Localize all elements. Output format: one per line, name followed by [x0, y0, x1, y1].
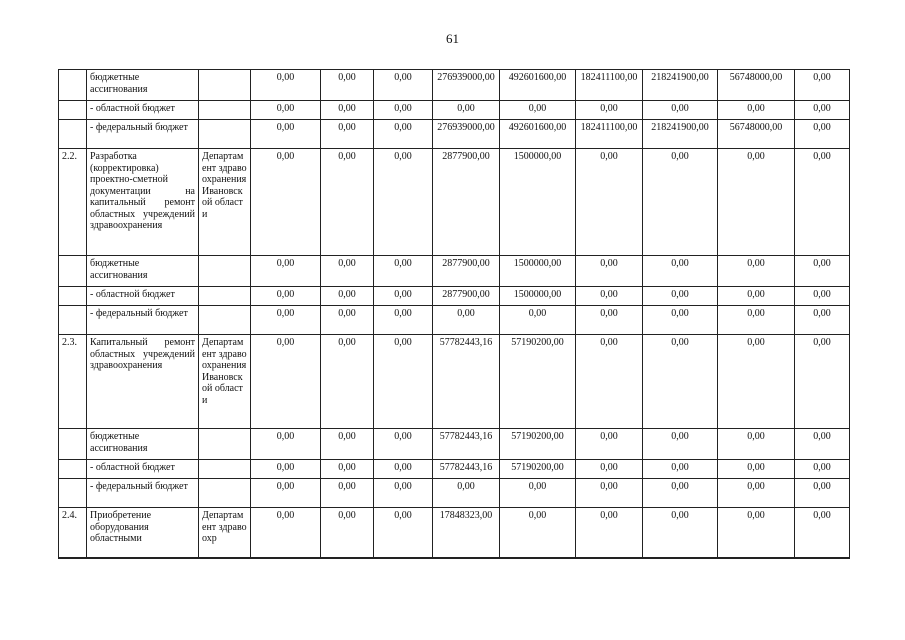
row-number-cell — [59, 460, 87, 479]
row-name-cell: - областной бюджет — [87, 101, 199, 120]
value-cell: 0,00 — [500, 101, 576, 120]
responsible-cell: Департамент здравоохранения Ивановской области — [199, 149, 251, 256]
row-number-cell — [59, 306, 87, 335]
value-cell: 0,00 — [643, 335, 718, 429]
value-cell: 182411100,00 — [576, 120, 643, 149]
value-cell: 0,00 — [643, 101, 718, 120]
responsible-cell — [199, 287, 251, 306]
value-cell: 2877900,00 — [433, 256, 500, 287]
value-cell: 0,00 — [500, 306, 576, 335]
value-cell: 0,00 — [718, 429, 795, 460]
value-cell: 0,00 — [576, 149, 643, 256]
value-cell: 0,00 — [433, 306, 500, 335]
value-cell: 0,00 — [795, 149, 850, 256]
value-cell: 17848323,00 — [433, 508, 500, 558]
value-cell: 0,00 — [718, 479, 795, 508]
value-cell: 276939000,00 — [433, 70, 500, 101]
value-cell: 0,00 — [251, 287, 321, 306]
value-cell: 0,00 — [321, 429, 374, 460]
value-cell: 0,00 — [795, 335, 850, 429]
table-row — [59, 306, 850, 335]
value-cell: 0,00 — [795, 101, 850, 120]
responsible-cell — [199, 101, 251, 120]
value-cell: 57782443,16 — [433, 429, 500, 460]
row-name-cell: бюджетные ассигнования — [87, 70, 199, 101]
row-name-cell: - областной бюджет — [87, 460, 199, 479]
value-cell: 0,00 — [321, 479, 374, 508]
value-cell: 0,00 — [374, 508, 433, 558]
row-number-cell — [59, 479, 87, 508]
value-cell: 0,00 — [251, 460, 321, 479]
value-cell: 57190200,00 — [500, 429, 576, 460]
value-cell: 0,00 — [795, 70, 850, 101]
value-cell: 0,00 — [500, 479, 576, 508]
value-cell: 0,00 — [643, 429, 718, 460]
table-row — [59, 149, 850, 256]
row-name-cell: - областной бюджет — [87, 287, 199, 306]
row-number-cell — [59, 70, 87, 101]
value-cell: 0,00 — [718, 287, 795, 306]
value-cell: 0,00 — [321, 508, 374, 558]
responsible-cell — [199, 429, 251, 460]
value-cell: 0,00 — [718, 335, 795, 429]
table-row — [59, 101, 850, 120]
value-cell: 0,00 — [251, 508, 321, 558]
value-cell: 0,00 — [251, 429, 321, 460]
row-name-cell: бюджетные ассигнования — [87, 429, 199, 460]
value-cell: 0,00 — [321, 120, 374, 149]
row-name-cell: - федеральный бюджет — [87, 479, 199, 508]
value-cell: 56748000,00 — [718, 70, 795, 101]
value-cell: 0,00 — [576, 256, 643, 287]
row-number-cell — [59, 287, 87, 306]
value-cell: 0,00 — [576, 460, 643, 479]
value-cell: 0,00 — [795, 120, 850, 149]
row-name-cell: Разработка (корректировка) проектно-сметной документации на капитальный ремонт областных учреждений здравоохранения — [87, 149, 199, 256]
responsible-cell — [199, 306, 251, 335]
responsible-cell — [199, 479, 251, 508]
value-cell: 218241900,00 — [643, 70, 718, 101]
value-cell: 0,00 — [321, 287, 374, 306]
value-cell: 0,00 — [643, 306, 718, 335]
value-cell: 0,00 — [795, 429, 850, 460]
value-cell: 0,00 — [374, 306, 433, 335]
table-row — [59, 460, 850, 479]
table-row — [59, 256, 850, 287]
page-number: 61 — [446, 31, 459, 46]
row-number-cell: 2.4. — [59, 508, 87, 558]
value-cell: 57190200,00 — [500, 460, 576, 479]
value-cell: 182411100,00 — [576, 70, 643, 101]
table-row — [59, 287, 850, 306]
row-number-cell: 2.3. — [59, 335, 87, 429]
table-row — [59, 479, 850, 508]
value-cell: 0,00 — [576, 335, 643, 429]
value-cell: 218241900,00 — [643, 120, 718, 149]
table-row — [59, 429, 850, 460]
value-cell: 0,00 — [795, 460, 850, 479]
value-cell: 0,00 — [374, 149, 433, 256]
value-cell: 0,00 — [374, 120, 433, 149]
responsible-cell: Департамент здравоохранения Ивановской области — [199, 335, 251, 429]
value-cell: 0,00 — [433, 101, 500, 120]
value-cell: 0,00 — [321, 70, 374, 101]
value-cell: 0,00 — [251, 149, 321, 256]
value-cell: 0,00 — [374, 287, 433, 306]
value-cell: 57782443,16 — [433, 335, 500, 429]
value-cell: 0,00 — [795, 306, 850, 335]
value-cell: 0,00 — [718, 149, 795, 256]
value-cell: 0,00 — [576, 287, 643, 306]
table-row — [59, 508, 850, 558]
value-cell: 0,00 — [795, 508, 850, 558]
value-cell: 0,00 — [321, 306, 374, 335]
value-cell: 0,00 — [795, 256, 850, 287]
value-cell: 0,00 — [321, 256, 374, 287]
value-cell: 0,00 — [500, 508, 576, 558]
value-cell: 0,00 — [321, 460, 374, 479]
value-cell: 0,00 — [374, 429, 433, 460]
value-cell: 0,00 — [643, 479, 718, 508]
value-cell: 57190200,00 — [500, 335, 576, 429]
value-cell: 0,00 — [718, 256, 795, 287]
value-cell: 0,00 — [643, 460, 718, 479]
row-name-cell: Приобретение оборудования областными — [87, 508, 199, 558]
row-number-cell: 2.2. — [59, 149, 87, 256]
value-cell: 0,00 — [321, 335, 374, 429]
value-cell: 0,00 — [576, 101, 643, 120]
value-cell: 0,00 — [795, 287, 850, 306]
value-cell: 0,00 — [251, 101, 321, 120]
value-cell: 0,00 — [718, 508, 795, 558]
value-cell: 0,00 — [374, 70, 433, 101]
value-cell: 0,00 — [643, 149, 718, 256]
value-cell: 0,00 — [374, 479, 433, 508]
value-cell: 0,00 — [374, 256, 433, 287]
responsible-cell — [199, 256, 251, 287]
value-cell: 0,00 — [374, 101, 433, 120]
value-cell: 0,00 — [251, 306, 321, 335]
value-cell: 0,00 — [374, 460, 433, 479]
table-row — [59, 120, 850, 149]
value-cell: 492601600,00 — [500, 70, 576, 101]
row-number-cell — [59, 101, 87, 120]
value-cell: 0,00 — [433, 479, 500, 508]
value-cell: 0,00 — [321, 149, 374, 256]
row-number-cell — [59, 120, 87, 149]
row-number-cell — [59, 429, 87, 460]
table-row — [59, 70, 850, 101]
value-cell: 0,00 — [251, 120, 321, 149]
value-cell: 0,00 — [795, 479, 850, 508]
value-cell: 276939000,00 — [433, 120, 500, 149]
responsible-cell — [199, 120, 251, 149]
row-name-cell: Капитальный ремонт областных учреждений здравоохранения — [87, 335, 199, 429]
row-name-cell: бюджетные ассигнования — [87, 256, 199, 287]
value-cell: 0,00 — [643, 508, 718, 558]
value-cell: 0,00 — [251, 256, 321, 287]
budget-table — [58, 69, 850, 559]
value-cell: 0,00 — [718, 460, 795, 479]
value-cell: 0,00 — [321, 101, 374, 120]
responsible-cell: Департамент здравоохр — [199, 508, 251, 558]
row-name-cell: - федеральный бюджет — [87, 306, 199, 335]
responsible-cell — [199, 460, 251, 479]
value-cell: 492601600,00 — [500, 120, 576, 149]
value-cell: 0,00 — [374, 335, 433, 429]
value-cell: 0,00 — [718, 101, 795, 120]
value-cell: 56748000,00 — [718, 120, 795, 149]
value-cell: 0,00 — [643, 287, 718, 306]
value-cell: 57782443,16 — [433, 460, 500, 479]
responsible-cell — [199, 70, 251, 101]
value-cell: 0,00 — [576, 508, 643, 558]
value-cell: 0,00 — [251, 479, 321, 508]
row-name-cell: - федеральный бюджет — [87, 120, 199, 149]
value-cell: 2877900,00 — [433, 149, 500, 256]
value-cell: 1500000,00 — [500, 149, 576, 256]
value-cell: 1500000,00 — [500, 256, 576, 287]
value-cell: 0,00 — [251, 335, 321, 429]
value-cell: 0,00 — [576, 479, 643, 508]
value-cell: 2877900,00 — [433, 287, 500, 306]
table-row — [59, 335, 850, 429]
value-cell: 0,00 — [576, 429, 643, 460]
value-cell: 0,00 — [576, 306, 643, 335]
value-cell: 0,00 — [251, 70, 321, 101]
value-cell: 1500000,00 — [500, 287, 576, 306]
row-number-cell — [59, 256, 87, 287]
value-cell: 0,00 — [718, 306, 795, 335]
value-cell: 0,00 — [643, 256, 718, 287]
